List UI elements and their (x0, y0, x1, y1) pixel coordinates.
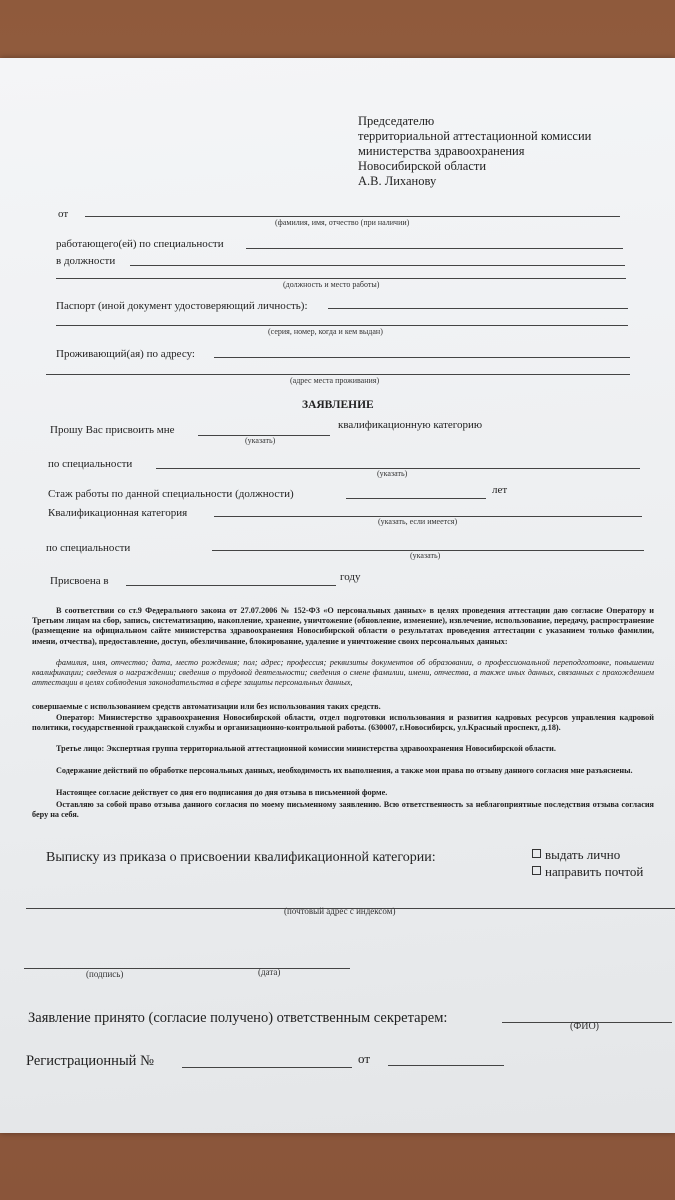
specialty2-label: по специальности (48, 458, 133, 470)
postal-caption: (почтовый адрес с индексом) (284, 906, 396, 916)
from-label: от (58, 208, 69, 220)
specialty-field-line[interactable] (246, 248, 623, 249)
checkbox-icon[interactable] (532, 849, 541, 858)
option-mail-label: направить почтой (545, 864, 644, 879)
registration-from-label: от (358, 1051, 371, 1066)
workplace-field-line[interactable] (56, 278, 626, 279)
category-label: Квалификационная категория (48, 507, 188, 519)
addressee-line: Председателю (358, 114, 435, 128)
signature-date-field-line[interactable] (24, 968, 350, 969)
option-send-by-mail[interactable] (532, 864, 643, 880)
accepted-label: Заявление принято (согласие получено) ответственным секретарем: (28, 1010, 448, 1026)
category-caption: (указать, если имеется) (378, 517, 458, 526)
extract-label: Выписку из приказа о присвоении квалификационной категории: (46, 850, 436, 865)
addressee-line: территориальной аттестационной комиссии (358, 129, 592, 143)
consent-paragraph: совершаемые с использованием средств автоматизации или без использования таких средств. (32, 702, 381, 711)
consent-paragraph: Оператор: Министерство здравоохранения Новосибирской области, отдел подготовки использования и развития кадровых ресурсов управления кадровой политики, государственной гражданской службы и организационно-контрольной работы. (630007, г.Новосибирск, ул.Красный проспект, д.18). (32, 713, 654, 733)
awarded-suffix: году (340, 571, 361, 583)
registration-label: Регистрационный № (26, 1053, 154, 1069)
consent-paragraph: В соответствии со ст.9 Федерального закона от 27.07.2006 № 152-ФЗ «О персональных данных» в целях проведения аттестации даю согласие Оператору и Третьим лицам на сбор, запись, систематизацию, накопление, хранение, уничтожение (обновление, изменение), извлечение, использование, передачу, распространение (размещение на официальном сайте министерства здравоохранения Новосибирской области о результатах проведения аттестации с указанием только фамилии, имени, отчества), предоставление, доступ, обезличивание, блокирование, удаление и уничтожение своих персональных данных: (32, 606, 654, 646)
specialty2-caption: (указать) (377, 469, 408, 478)
request-suffix: квалификационную категорию (338, 419, 483, 431)
from-field-line[interactable] (85, 216, 620, 217)
specialty3-caption: (указать) (410, 551, 441, 560)
consent-paragraph: фамилия, имя, отчество; дата, место рождения; пол; адрес; профессия; реквизиты документов об образовании, о профессиональной переподготовке, повышении квалификации; сведения о награждении; сведения о трудовой деятельности; сведения о смене фамилии, имени, отчества, а также иных данных, связанных с прохождением аттестации в целях соблюдения законодательства в сфере защиты персональных данных, (32, 658, 654, 688)
workplace-caption: (должность и место работы) (283, 280, 380, 289)
consent-paragraph: Оставляю за собой право отзыва данного согласия по моему письменному заявлению. Всю ответственность за неблагоприятные последствия отзыва согласия беру на себя. (32, 800, 654, 820)
request-label: Прошу Вас присвоить мне (50, 424, 175, 436)
date-caption: (дата) (258, 967, 281, 977)
registration-date-field-line[interactable] (388, 1065, 504, 1066)
document-title: ЗАЯВЛЕНИЕ (302, 399, 374, 411)
signature-caption: (подпись) (86, 969, 124, 979)
registration-number-field-line[interactable] (182, 1067, 352, 1068)
experience-suffix: лет (492, 484, 508, 496)
from-caption: (фамилия, имя, отчество (при наличии) (275, 218, 410, 227)
experience-field-line[interactable] (346, 498, 486, 499)
passport-field-line-2[interactable] (56, 325, 628, 326)
address-caption: (адрес места проживания) (290, 376, 380, 385)
option-personal-label: выдать лично (545, 847, 621, 862)
option-deliver-personally[interactable] (532, 847, 620, 863)
address-field-line[interactable] (214, 357, 630, 358)
passport-field-line[interactable] (328, 308, 628, 309)
consent-paragraph: Настоящее согласие действует со дня его подписания до дня отзыва в письменной форме. (56, 788, 388, 797)
specialty3-label: по специальности (46, 542, 131, 554)
application-form-sheet (0, 58, 675, 1133)
awarded-label: Присвоена в (50, 575, 109, 587)
fio-caption: (ФИО) (570, 1021, 600, 1032)
address-field-line-2[interactable] (46, 374, 630, 375)
experience-label: Стаж работы по данной специальности (должности) (48, 488, 294, 500)
consent-paragraph: Содержание действий по обработке персональных данных, необходимость их выполнения, а также мои права по отзыву данного согласия мне разъяснены. (56, 766, 633, 775)
passport-label: Паспорт (иной документ удостоверяющий личность): (56, 300, 308, 312)
address-label: Проживающий(ая) по адресу: (56, 348, 195, 360)
checkbox-icon[interactable] (532, 866, 541, 875)
awarded-year-field-line[interactable] (126, 585, 336, 586)
position-field-line[interactable] (130, 265, 625, 266)
addressee-line: министерства здравоохранения (358, 144, 525, 158)
addressee-line: Новосибирской области (358, 159, 487, 173)
addressee-line: А.В. Лиханову (358, 174, 437, 188)
request-caption: (указать) (245, 436, 276, 445)
consent-paragraph: Третье лицо: Экспертная группа территориальной аттестационной комиссии министерства здравоохранения Новосибирской области. (56, 744, 556, 753)
position-label: в должности (56, 255, 116, 267)
passport-caption: (серия, номер, когда и кем выдан) (268, 327, 383, 336)
specialty-label: работающего(ей) по специальности (56, 238, 224, 250)
